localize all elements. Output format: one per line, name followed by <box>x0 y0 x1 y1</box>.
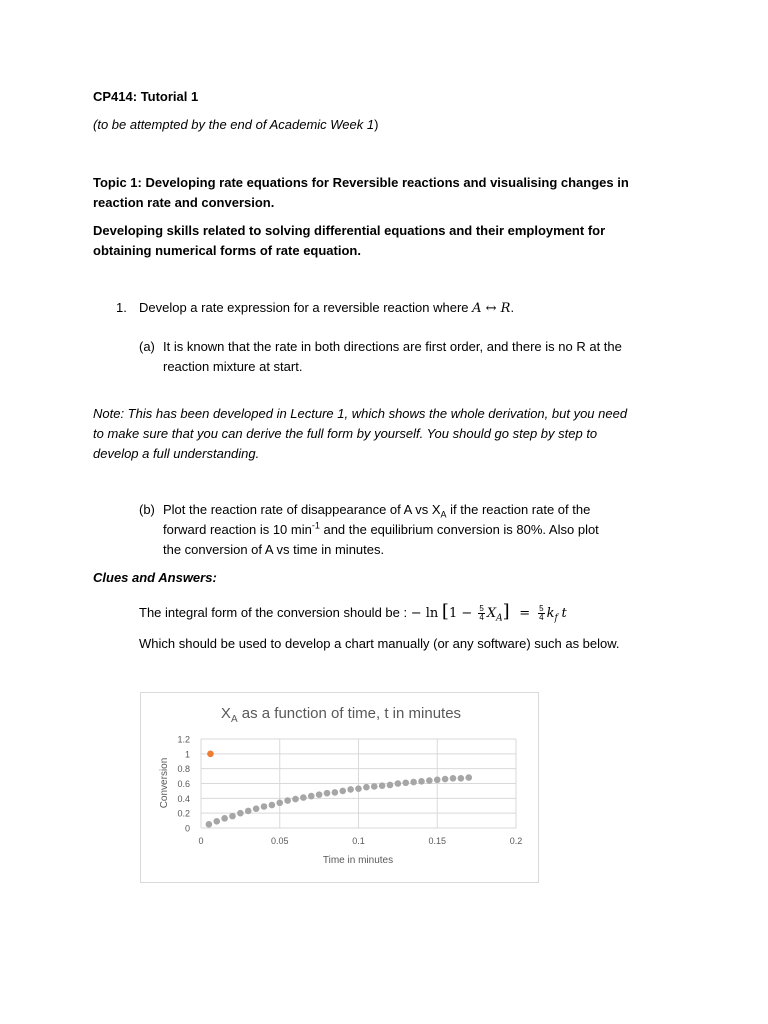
part-b-line: the conversion of A vs time in minutes. <box>163 542 385 557</box>
x-tick-label: 0 <box>198 836 204 846</box>
document-subtitle <box>93 115 378 135</box>
data-point <box>269 802 276 809</box>
data-point <box>324 790 331 797</box>
subtitle-text: (to be attempted by the end of Academic Week 1 <box>93 117 375 132</box>
subscript: A <box>440 509 447 520</box>
question-1-period: . <box>510 300 515 315</box>
question-1-body: Develop a rate expression for a reversible reaction where <box>139 300 473 315</box>
part-b-line <box>163 520 703 540</box>
part-a-line: reaction mixture at start. <box>163 359 303 374</box>
fraction-denominator: 4 <box>479 613 484 623</box>
part-b-text-segment: forward reaction is 10 min <box>163 522 312 537</box>
data-point <box>206 821 213 828</box>
data-point <box>347 786 354 793</box>
data-point <box>371 783 378 790</box>
superscript: -1 <box>311 520 320 531</box>
fraction-denominator: 4 <box>539 613 544 623</box>
data-point <box>458 775 465 782</box>
x-tick-label: 0.15 <box>428 836 447 846</box>
note-line: develop a full understanding. <box>93 446 260 461</box>
data-point <box>300 794 307 801</box>
skills-line: Developing skills related to solving differential equations and their employment for <box>93 223 606 238</box>
rate-constant-symbol: k <box>546 606 555 621</box>
data-point <box>363 784 370 791</box>
y-tick-label: 0 <box>184 823 190 834</box>
data-point <box>276 799 283 806</box>
question-number: 1. <box>116 300 127 315</box>
data-point <box>442 776 449 783</box>
clues-heading: Clues and Answers: <box>93 570 217 585</box>
y-tick-label: 0.6 <box>177 779 190 789</box>
x-axis-label: Time in minutes <box>322 855 394 866</box>
chart-instruction: Which should be used to develop a chart manually (or any software) such as below. <box>139 636 620 651</box>
data-point <box>332 789 339 796</box>
chart-title-subscript: A <box>230 714 238 725</box>
left-bracket: [ <box>441 601 449 622</box>
reaction-expression: A ↔ R <box>472 301 511 316</box>
subscript: A <box>496 613 503 624</box>
part-a-label: (a) <box>139 339 155 354</box>
note-line: to make sure that you can derive the full form by yourself. You should go step by step to <box>93 426 598 441</box>
data-point <box>308 793 315 800</box>
data-point <box>434 776 441 783</box>
part-b-line <box>163 500 703 520</box>
note-line: Note: This has been developed in Lecture 1, which shows the whole derivation, but you need <box>93 406 628 421</box>
fraction-numerator: 5 <box>479 604 484 614</box>
chart-frame <box>140 692 539 883</box>
part-b-text <box>163 500 703 560</box>
fraction-numerator: 5 <box>539 604 544 614</box>
data-point <box>395 780 402 787</box>
conversion-chart <box>141 693 538 882</box>
subscript: f <box>554 613 558 624</box>
data-point <box>450 775 457 782</box>
document-title: CP414: Tutorial 1 <box>93 89 199 104</box>
time-symbol: t <box>561 606 567 621</box>
data-point <box>410 779 417 786</box>
part-a-line: It is known that the rate in both directions are first order, and there is no R at the <box>163 339 622 354</box>
fraction-five-quarters <box>538 605 544 622</box>
data-point <box>213 818 220 825</box>
data-point <box>253 805 260 812</box>
part-b-text-segment: and the equilibrium conversion is 80%. Also plot <box>319 522 599 537</box>
topic-line: reaction rate and conversion. <box>93 195 275 210</box>
y-tick-label: 1 <box>184 749 190 760</box>
topic-heading <box>93 173 693 213</box>
data-point <box>418 778 425 785</box>
data-point <box>339 788 346 795</box>
data-point <box>237 810 244 817</box>
y-tick-label: 0.2 <box>177 808 190 819</box>
data-point <box>207 751 214 758</box>
chart-title-main: X <box>220 705 231 722</box>
data-point <box>426 777 433 784</box>
part-b-label: (b) <box>139 502 155 517</box>
integral-form-text: The integral form of the conversion should be : <box>139 605 411 620</box>
note-paragraph <box>93 404 713 464</box>
data-point <box>245 808 252 815</box>
data-point <box>229 813 236 820</box>
skills-line: obtaining numerical forms of rate equation. <box>93 243 361 258</box>
subtitle-close: ) <box>374 117 379 132</box>
part-b-text-segment: Plot the reaction rate of disappearance of A vs X <box>163 502 441 517</box>
part-b-text-segment: if the reaction rate of the <box>446 502 591 517</box>
y-tick-label: 1.2 <box>177 734 190 745</box>
data-point <box>221 815 228 822</box>
fraction-five-quarters <box>478 605 484 622</box>
right-bracket: ] <box>502 601 510 622</box>
data-point <box>261 803 268 810</box>
equation-minus-ln: − ln <box>410 606 439 621</box>
chart-title-rest: as a function of time, t in minutes <box>237 705 462 722</box>
x-tick-label: 0.2 <box>509 836 523 846</box>
data-point <box>465 774 472 781</box>
data-point <box>379 782 386 789</box>
y-tick-label: 0.4 <box>177 793 190 804</box>
y-axis-label: Conversion <box>159 757 170 809</box>
y-tick-label: 0.8 <box>177 764 190 775</box>
data-point <box>292 796 299 803</box>
topic-line: Topic 1: Developing rate equations for Reversible reactions and visualising changes in <box>93 175 629 190</box>
data-point <box>355 785 362 792</box>
chart-title <box>221 705 461 725</box>
conversion-symbol: X <box>486 606 497 621</box>
data-point <box>316 791 323 798</box>
equation-one-minus: 1 − <box>448 606 477 621</box>
part-a-text <box>163 337 703 377</box>
data-point <box>402 779 409 786</box>
data-point <box>284 797 291 804</box>
integral-form-line <box>139 602 567 624</box>
question-1-text <box>139 298 514 319</box>
skills-heading <box>93 221 693 261</box>
x-tick-label: 0.1 <box>352 836 365 846</box>
x-tick-label: 0.05 <box>270 836 289 846</box>
data-point <box>387 782 394 789</box>
equals-sign: = <box>519 606 531 621</box>
